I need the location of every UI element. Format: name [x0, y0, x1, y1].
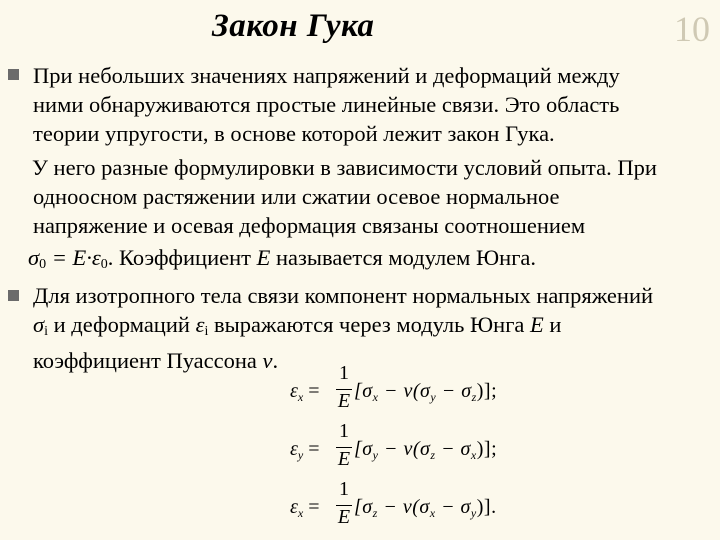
fraction-numerator: 1 — [339, 420, 349, 442]
epsilon-symbol: ε — [195, 312, 205, 337]
bullet-paragraph-2 — [33, 281, 653, 375]
fraction-denominator: E — [337, 390, 351, 412]
text-line: ними обнаруживаются простые линейные связи. Это область — [33, 92, 620, 117]
hooke-equation-line — [28, 243, 657, 279]
slide-title: Закон Гука — [212, 8, 375, 44]
fraction-numerator: 1 — [339, 478, 349, 500]
inline-text: . — [272, 348, 279, 373]
epsilon-symbol: ε — [91, 245, 101, 270]
young-modulus-symbol: E — [530, 312, 544, 337]
fraction-numerator: 1 — [339, 362, 349, 384]
sigma-symbol: σ — [33, 312, 45, 337]
text-line: теории упругости, в основе которой лежит закон Гука. — [33, 121, 555, 146]
inline-text: и — [543, 312, 562, 337]
subscript: i — [44, 324, 48, 339]
text-line: У него разные формулировки в зависимости условий опыта. При — [32, 155, 657, 180]
text-line — [33, 310, 653, 346]
formula-lhs: $\varepsilon_x$ = — [290, 380, 320, 404]
nu-symbol: ν — [262, 348, 273, 373]
text-line: Для изотропного тела связи компонент нормальных напряжений — [33, 283, 654, 308]
subscript: 0 — [39, 257, 47, 272]
subscript: 0 — [100, 257, 108, 272]
text-line: одноосном растяжении или сжатии осевое нормальное — [33, 184, 560, 209]
young-modulus-symbol: E — [256, 245, 271, 270]
formula-rhs: $[\sigma_z - \nu(\sigma_x - \sigma_y)]$. — [354, 496, 497, 520]
paragraph-2 — [28, 153, 657, 279]
inline-text: выражаются через модуль Юнга — [208, 312, 531, 337]
inline-text: и деформаций — [48, 312, 196, 337]
inline-text: коэффициент Пуассона — [33, 348, 263, 373]
eq-text: называется модулем Юнга. — [270, 245, 537, 270]
bullet-marker — [8, 69, 19, 80]
fraction-denominator: E — [337, 506, 351, 528]
sigma-symbol: σ — [28, 245, 40, 270]
bullet-paragraph-1 — [33, 61, 620, 148]
subscript: i — [204, 324, 209, 339]
bullet-marker — [8, 290, 19, 301]
text-line: При небольших значениях напряжений и деформаций между — [33, 63, 620, 88]
formula-lhs: $\varepsilon_y$ = — [290, 438, 320, 462]
eq-text: . Коэффициент — [107, 245, 257, 270]
fraction-denominator: E — [337, 448, 351, 470]
formula-rhs: $[\sigma_y - \nu(\sigma_z - \sigma_x)]$; — [354, 438, 498, 462]
eq-text: = E· — [46, 245, 92, 270]
formula-lhs: $\varepsilon_x$ = — [290, 496, 320, 520]
text-line: напряжение и осевая деформация связаны соотношением — [33, 213, 586, 238]
formula-rhs: $[\sigma_x - \nu(\sigma_y - \sigma_z)]$; — [354, 380, 498, 404]
slide-number: 10 — [674, 9, 710, 49]
